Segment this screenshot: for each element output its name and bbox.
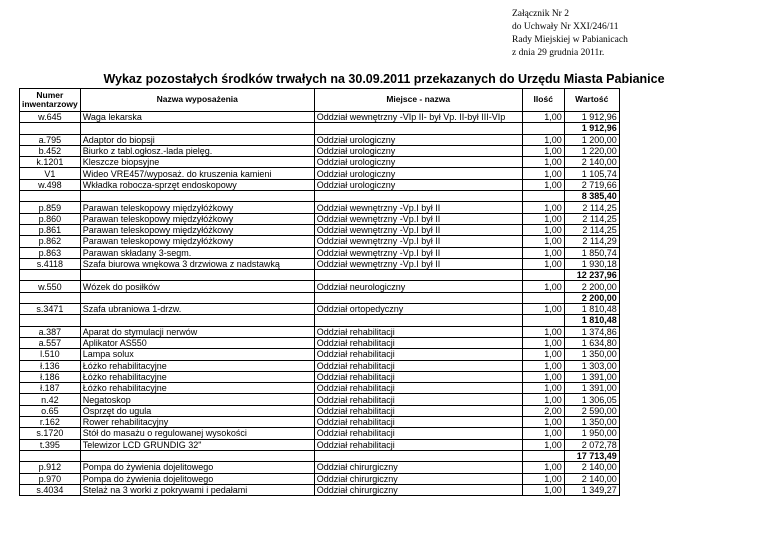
location-cell: Oddział rehabilitacji xyxy=(314,394,522,405)
table-row xyxy=(20,224,620,235)
value-cell: 2 200,00 xyxy=(564,281,619,292)
table-header-row xyxy=(20,89,620,112)
group-total-row xyxy=(20,315,620,326)
inventory-number-cell: w.550 xyxy=(20,281,81,292)
table-row xyxy=(20,202,620,213)
table-row xyxy=(20,394,620,405)
item-name-cell: Telewizor LCD GRUNDIG 32" xyxy=(80,439,314,450)
empty-cell xyxy=(314,315,522,326)
location-cell: Oddział wewnętrzny -Vp.I był II xyxy=(314,213,522,224)
inventory-number-cell: ł.186 xyxy=(20,371,81,382)
value-cell: 2 140,00 xyxy=(564,462,619,473)
item-name-cell: Łóżko rehabilitacyjne xyxy=(80,383,314,394)
location-cell: Oddział rehabilitacji xyxy=(314,405,522,416)
group-total-row xyxy=(20,191,620,202)
attachment-line: z dnia 29 grudnia 2011r. xyxy=(512,48,605,58)
location-cell: Oddział rehabilitacji xyxy=(314,383,522,394)
group-total-value: 2 200,00 xyxy=(564,292,619,303)
inventory-number-cell: a.387 xyxy=(20,326,81,337)
empty-cell xyxy=(20,123,81,134)
header-location: Miejsce - nazwa xyxy=(314,89,522,112)
item-name-cell: Szafa ubraniowa 1-drzw. xyxy=(80,304,314,315)
location-cell: Oddział wewnętrzny -VIp II- był Vp. II-był III-VIp xyxy=(314,112,522,123)
table-row xyxy=(20,417,620,428)
quantity-cell: 1,00 xyxy=(522,304,564,315)
inventory-number-cell: p.859 xyxy=(20,202,81,213)
location-cell: Oddział chirurgiczny xyxy=(314,473,522,484)
header-quantity: Ilość xyxy=(522,89,564,112)
empty-cell xyxy=(522,292,564,303)
item-name-cell: Parawan teleskopowy międzyłóżkowy xyxy=(80,202,314,213)
inventory-number-cell: o.65 xyxy=(20,405,81,416)
location-cell: Oddział wewnętrzny -Vp.I był II xyxy=(314,247,522,258)
empty-cell xyxy=(20,191,81,202)
inventory-number-cell: a.557 xyxy=(20,337,81,348)
location-cell: Oddział urologiczny xyxy=(314,145,522,156)
inventory-number-cell: p.970 xyxy=(20,473,81,484)
group-total-row xyxy=(20,123,620,134)
inventory-number-cell: w.645 xyxy=(20,112,81,123)
empty-cell xyxy=(314,270,522,281)
attachment-line: Załącznik Nr 2 xyxy=(512,9,569,19)
inventory-number-cell: s.4034 xyxy=(20,484,81,495)
quantity-cell: 1,00 xyxy=(522,258,564,269)
item-name-cell: Stelaż na 3 worki z pokrywami i pedałami xyxy=(80,484,314,495)
quantity-cell: 1,00 xyxy=(522,473,564,484)
item-name-cell: Łóżko rehabilitacyjne xyxy=(80,360,314,371)
value-cell: 1 374,86 xyxy=(564,326,619,337)
item-name-cell: Szafa biurowa wnękowa 3 drzwiowa z nadstawką xyxy=(80,258,314,269)
value-cell: 1 105,74 xyxy=(564,168,619,179)
table-row xyxy=(20,326,620,337)
item-name-cell: Stół do masażu o regulowanej wysokości xyxy=(80,428,314,439)
table-row xyxy=(20,405,620,416)
table-row xyxy=(20,371,620,382)
group-total-value: 17 713,49 xyxy=(564,450,619,461)
attachment-line: do Uchwały Nr XXI/246/11 xyxy=(512,22,619,32)
value-cell: 1 930,18 xyxy=(564,258,619,269)
location-cell: Oddział ortopedyczny xyxy=(314,304,522,315)
value-cell: 2 114,25 xyxy=(564,202,619,213)
asset-table xyxy=(19,88,620,496)
location-cell: Oddział urologiczny xyxy=(314,179,522,190)
quantity-cell: 2,00 xyxy=(522,405,564,416)
item-name-cell: Lampa solux xyxy=(80,349,314,360)
value-cell: 1 306,05 xyxy=(564,394,619,405)
value-cell: 1 850,74 xyxy=(564,247,619,258)
value-cell: 1 349,27 xyxy=(564,484,619,495)
value-cell: 2 114,29 xyxy=(564,236,619,247)
location-cell: Oddział rehabilitacji xyxy=(314,360,522,371)
table-row xyxy=(20,213,620,224)
empty-cell xyxy=(20,270,81,281)
inventory-number-cell: t.395 xyxy=(20,439,81,450)
location-cell: Oddział neurologiczny xyxy=(314,281,522,292)
inventory-number-cell: a.795 xyxy=(20,134,81,145)
location-cell: Oddział rehabilitacji xyxy=(314,371,522,382)
location-cell: Oddział wewnętrzny -Vp.I był II xyxy=(314,202,522,213)
table-row xyxy=(20,179,620,190)
table-row xyxy=(20,337,620,348)
empty-cell xyxy=(80,292,314,303)
table-row xyxy=(20,112,620,123)
quantity-cell: 1,00 xyxy=(522,145,564,156)
item-name-cell: Waga lekarska xyxy=(80,112,314,123)
inventory-number-cell: s.1720 xyxy=(20,428,81,439)
item-name-cell: Parawan składany 3-segm. xyxy=(80,247,314,258)
table-row xyxy=(20,428,620,439)
inventory-number-cell: s.4118 xyxy=(20,258,81,269)
empty-cell xyxy=(80,450,314,461)
inventory-number-cell: s.3471 xyxy=(20,304,81,315)
table-row xyxy=(20,360,620,371)
inventory-number-cell: V1 xyxy=(20,168,81,179)
quantity-cell: 1,00 xyxy=(522,236,564,247)
empty-cell xyxy=(20,292,81,303)
location-cell: Oddział wewnętrzny -Vp.I był II xyxy=(314,224,522,235)
quantity-cell: 1,00 xyxy=(522,383,564,394)
quantity-cell: 1,00 xyxy=(522,168,564,179)
group-total-row xyxy=(20,450,620,461)
quantity-cell: 1,00 xyxy=(522,157,564,168)
inventory-number-cell: p.912 xyxy=(20,462,81,473)
quantity-cell: 1,00 xyxy=(522,462,564,473)
quantity-cell: 1,00 xyxy=(522,213,564,224)
value-cell: 2 072,78 xyxy=(564,439,619,450)
table-row xyxy=(20,462,620,473)
item-name-cell: Wkładka robocza-sprzęt endoskopowy xyxy=(80,179,314,190)
value-cell: 2 140,00 xyxy=(564,157,619,168)
table-row xyxy=(20,484,620,495)
attachment-note xyxy=(512,8,628,60)
header-inventory-number: Numer inwentarzowy xyxy=(20,89,81,112)
inventory-number-cell: l.510 xyxy=(20,349,81,360)
inventory-number-cell: r.162 xyxy=(20,417,81,428)
group-total-row xyxy=(20,292,620,303)
inventory-number-cell: p.863 xyxy=(20,247,81,258)
empty-cell xyxy=(522,315,564,326)
table-row xyxy=(20,236,620,247)
quantity-cell: 1,00 xyxy=(522,326,564,337)
header-item-name: Nazwa wyposażenia xyxy=(80,89,314,112)
document-title: Wykaz pozostałych środków trwałych na 30.09.2011 przekazanych do Urzędu Miasta Pabianice xyxy=(103,72,665,86)
empty-cell xyxy=(522,123,564,134)
location-cell: Oddział rehabilitacji xyxy=(314,428,522,439)
location-cell: Oddział rehabilitacji xyxy=(314,349,522,360)
quantity-cell: 1,00 xyxy=(522,281,564,292)
empty-cell xyxy=(314,191,522,202)
quantity-cell: 1,00 xyxy=(522,134,564,145)
inventory-number-cell: k.1201 xyxy=(20,157,81,168)
location-cell: Oddział wewnętrzny -Vp.I był II xyxy=(314,258,522,269)
item-name-cell: Parawan teleskopowy międzyłóżkowy xyxy=(80,224,314,235)
value-cell: 1 912,96 xyxy=(564,112,619,123)
value-cell: 1 220,00 xyxy=(564,145,619,156)
quantity-cell: 1,00 xyxy=(522,360,564,371)
inventory-number-cell: ł.187 xyxy=(20,383,81,394)
table-row xyxy=(20,473,620,484)
empty-cell xyxy=(20,450,81,461)
item-name-cell: Kleszcze biopsyjne xyxy=(80,157,314,168)
value-cell: 2 114,25 xyxy=(564,224,619,235)
location-cell: Oddział chirurgiczny xyxy=(314,462,522,473)
item-name-cell: Rower rehabilitacyjny xyxy=(80,417,314,428)
group-total-value: 8 385,40 xyxy=(564,191,619,202)
location-cell: Oddział urologiczny xyxy=(314,134,522,145)
group-total-row xyxy=(20,270,620,281)
table-row xyxy=(20,157,620,168)
value-cell: 1 350,00 xyxy=(564,349,619,360)
value-cell: 2 719,66 xyxy=(564,179,619,190)
item-name-cell: Negatoskop xyxy=(80,394,314,405)
value-cell: 2 114,25 xyxy=(564,213,619,224)
quantity-cell: 1,00 xyxy=(522,417,564,428)
table-body xyxy=(20,112,620,496)
empty-cell xyxy=(522,450,564,461)
empty-cell xyxy=(314,450,522,461)
empty-cell xyxy=(314,292,522,303)
value-cell: 1 634,80 xyxy=(564,337,619,348)
table-row xyxy=(20,247,620,258)
header-value: Wartość xyxy=(564,89,619,112)
table-row xyxy=(20,383,620,394)
quantity-cell: 1,00 xyxy=(522,484,564,495)
inventory-number-cell: p.862 xyxy=(20,236,81,247)
table-row xyxy=(20,134,620,145)
quantity-cell: 1,00 xyxy=(522,439,564,450)
item-name-cell: Wózek do posiłków xyxy=(80,281,314,292)
item-name-cell: Aplikator AS550 xyxy=(80,337,314,348)
value-cell: 2 140,00 xyxy=(564,473,619,484)
attachment-line: Rady Miejskiej w Pabianicach xyxy=(512,35,628,45)
location-cell: Oddział rehabilitacji xyxy=(314,417,522,428)
value-cell: 1 391,00 xyxy=(564,383,619,394)
location-cell: Oddział wewnętrzny -Vp.I był II xyxy=(314,236,522,247)
item-name-cell: Pompa do żywienia dojelitowego xyxy=(80,473,314,484)
value-cell: 1 200,00 xyxy=(564,134,619,145)
empty-cell xyxy=(80,315,314,326)
table-row xyxy=(20,145,620,156)
empty-cell xyxy=(80,270,314,281)
location-cell: Oddział rehabilitacji xyxy=(314,337,522,348)
table-row xyxy=(20,349,620,360)
location-cell: Oddział urologiczny xyxy=(314,157,522,168)
quantity-cell: 1,00 xyxy=(522,179,564,190)
location-cell: Oddział chirurgiczny xyxy=(314,484,522,495)
empty-cell xyxy=(314,123,522,134)
location-cell: Oddział rehabilitacji xyxy=(314,439,522,450)
group-total-value: 1 912,96 xyxy=(564,123,619,134)
inventory-number-cell: n.42 xyxy=(20,394,81,405)
inventory-number-cell: p.860 xyxy=(20,213,81,224)
inventory-number-cell: p.861 xyxy=(20,224,81,235)
value-cell: 2 590,00 xyxy=(564,405,619,416)
item-name-cell: Biurko z tabl.ogłosz.-lada pielęg. xyxy=(80,145,314,156)
empty-cell xyxy=(522,270,564,281)
empty-cell xyxy=(522,191,564,202)
table-row xyxy=(20,281,620,292)
table-row xyxy=(20,439,620,450)
quantity-cell: 1,00 xyxy=(522,202,564,213)
empty-cell xyxy=(20,315,81,326)
table-row xyxy=(20,304,620,315)
item-name-cell: Pompa do żywienia dojelitowego xyxy=(80,462,314,473)
value-cell: 1 391,00 xyxy=(564,371,619,382)
item-name-cell: Łóżko rehabilitacyjne xyxy=(80,371,314,382)
item-name-cell: Parawan teleskopowy międzyłóżkowy xyxy=(80,236,314,247)
location-cell: Oddział rehabilitacji xyxy=(314,326,522,337)
value-cell: 1 350,00 xyxy=(564,417,619,428)
item-name-cell: Osprzęt do ugula xyxy=(80,405,314,416)
item-name-cell: Parawan teleskopowy międzyłóżkowy xyxy=(80,213,314,224)
quantity-cell: 1,00 xyxy=(522,224,564,235)
table-row xyxy=(20,168,620,179)
quantity-cell: 1,00 xyxy=(522,112,564,123)
table-row xyxy=(20,258,620,269)
group-total-value: 1 810,48 xyxy=(564,315,619,326)
quantity-cell: 1,00 xyxy=(522,247,564,258)
group-total-value: 12 237,96 xyxy=(564,270,619,281)
quantity-cell: 1,00 xyxy=(522,428,564,439)
value-cell: 1 303,00 xyxy=(564,360,619,371)
value-cell: 1 950,00 xyxy=(564,428,619,439)
quantity-cell: 1,00 xyxy=(522,349,564,360)
inventory-number-cell: b.452 xyxy=(20,145,81,156)
inventory-number-cell: ł.136 xyxy=(20,360,81,371)
quantity-cell: 1,00 xyxy=(522,394,564,405)
value-cell: 1 810,48 xyxy=(564,304,619,315)
item-name-cell: Adaptor do biopsji xyxy=(80,134,314,145)
item-name-cell: Aparat do stymulacji nerwów xyxy=(80,326,314,337)
empty-cell xyxy=(80,123,314,134)
quantity-cell: 1,00 xyxy=(522,337,564,348)
quantity-cell: 1,00 xyxy=(522,371,564,382)
inventory-number-cell: w.498 xyxy=(20,179,81,190)
location-cell: Oddział urologiczny xyxy=(314,168,522,179)
item-name-cell: Wideo VRE457/wyposaż. do kruszenia kamieni xyxy=(80,168,314,179)
empty-cell xyxy=(80,191,314,202)
